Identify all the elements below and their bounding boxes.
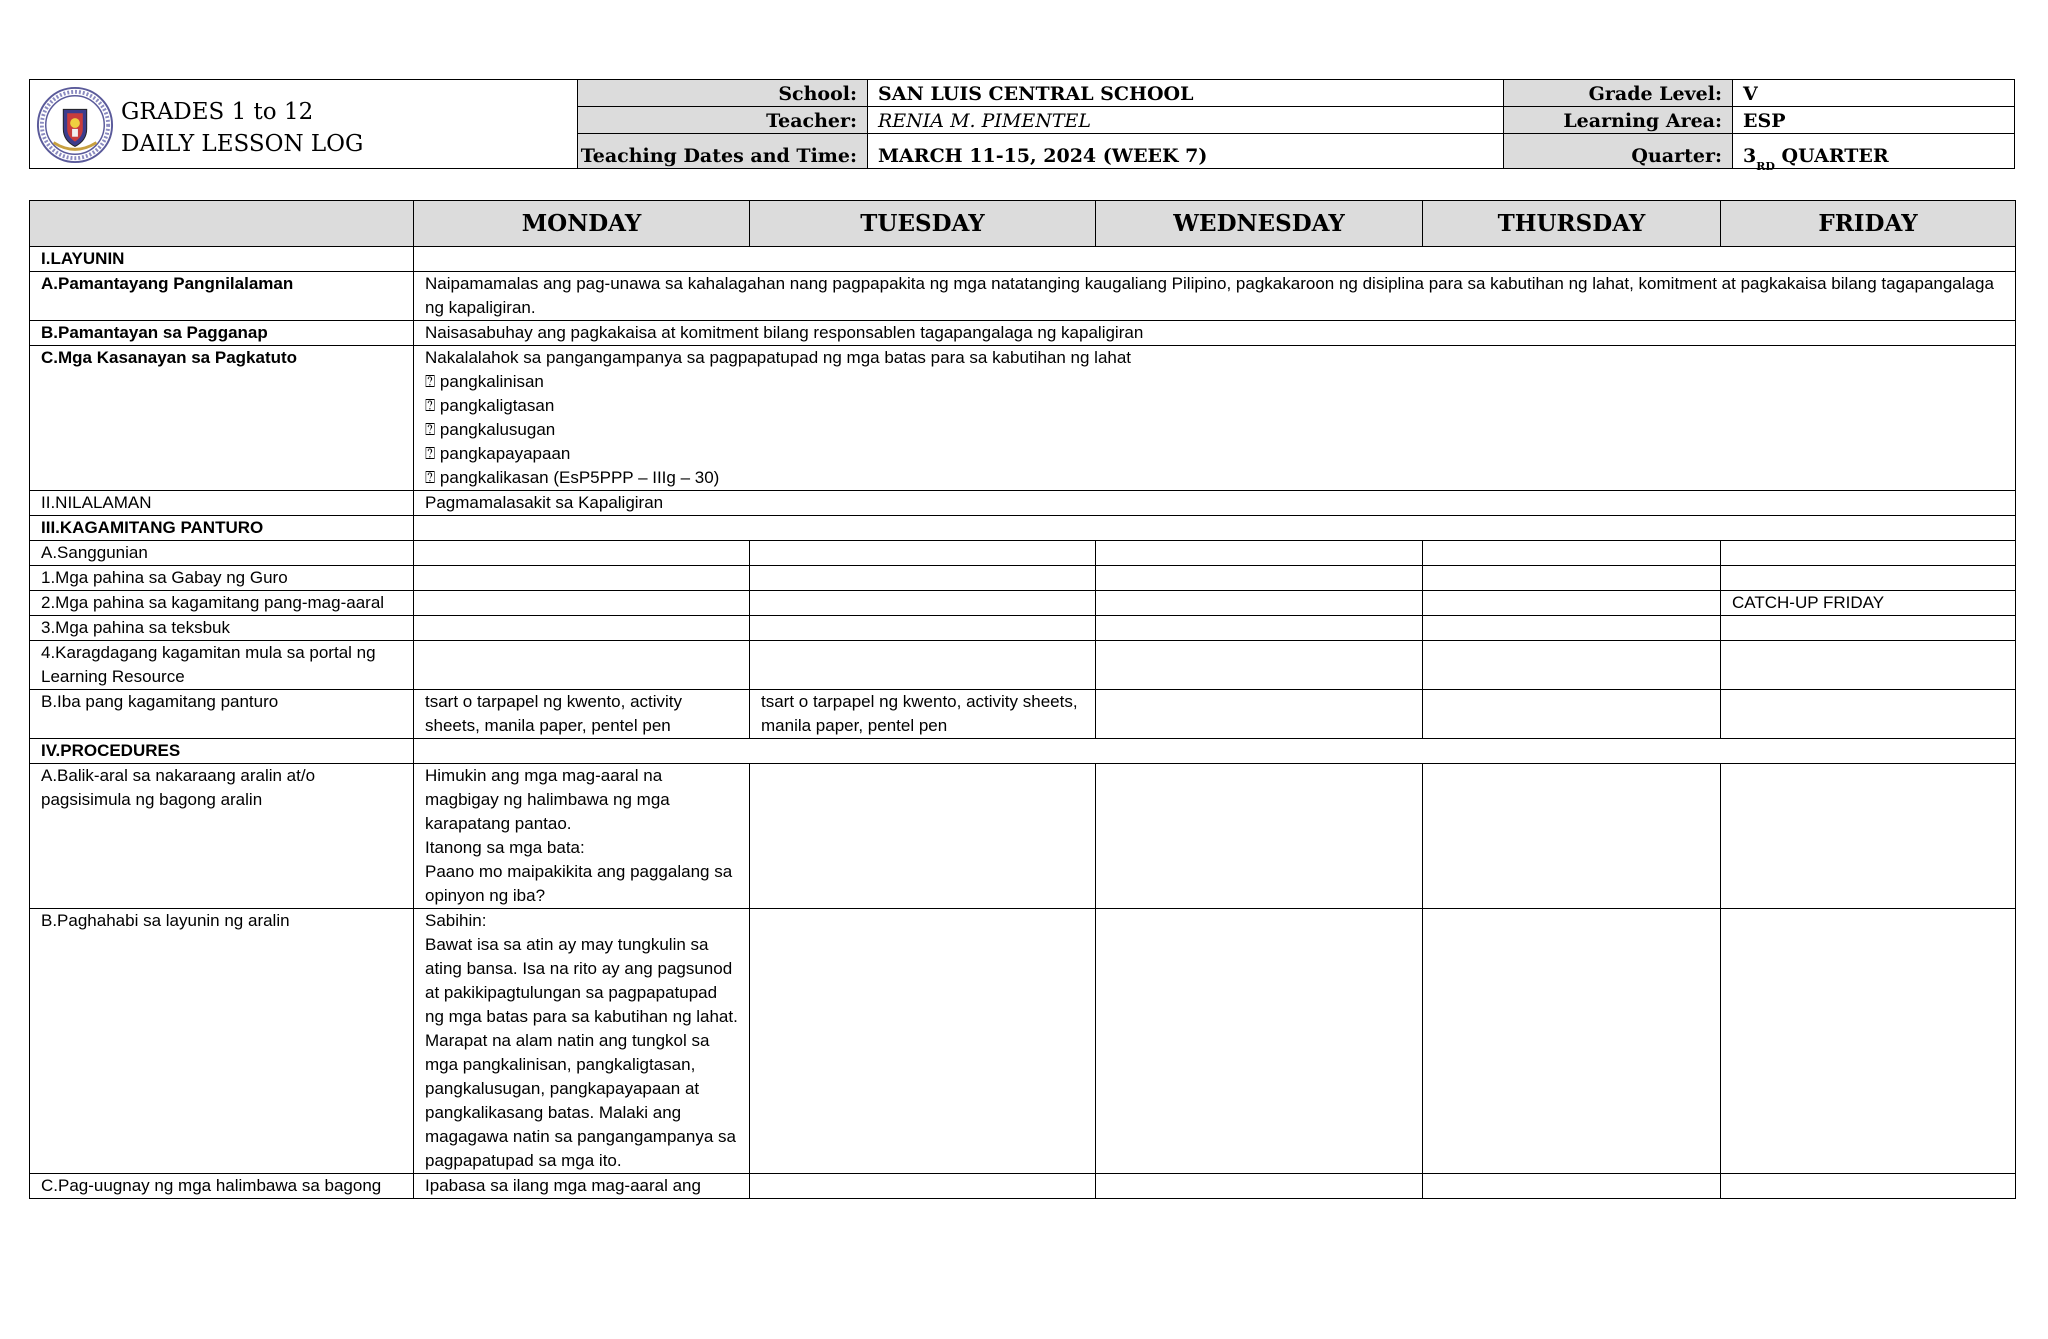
learning-area-label: Learning Area: xyxy=(1504,107,1733,134)
catch-up-friday-note: CATCH-UP FRIDAY xyxy=(1721,591,2016,616)
school-value: SAN LUIS CENTRAL SCHOOL xyxy=(868,80,1504,107)
table-row xyxy=(30,321,2016,346)
iba-pang-kagamitan-tuesday: tsart o tarpapel ng kwento, activity sheets, manila paper, pentel pen xyxy=(750,690,1096,739)
teacher-label: Teacher: xyxy=(578,107,868,134)
table-row xyxy=(30,591,2016,616)
row-label-kasanayan: C.Mga Kasanayan sa Pagkatuto xyxy=(30,346,414,491)
iba-pang-kagamitan-monday: tsart o tarpapel ng kwento, activity sheets, manila paper, pentel pen xyxy=(414,690,750,739)
pamantayan-pagganap-text: Naisasabuhay ang pagkakaisa at komitment bilang responsablen tagapangalaga ng kapaligiran xyxy=(414,321,2016,346)
table-row xyxy=(30,690,2016,739)
table-row xyxy=(30,516,2016,541)
quarter-label: Quarter: xyxy=(1504,134,1733,168)
section-kagamitang-panturo: III.KAGAMITANG PANTURO xyxy=(30,516,414,541)
quarter-number: 3 xyxy=(1743,145,1757,167)
table-row xyxy=(30,764,2016,909)
table-row xyxy=(30,272,2016,321)
pamantayang-pangnilalaman-text: Naipamamalas ang pag-unawa sa kahalagahan nang pagpapakita ng mga natatanging kaugaliang Pilipino, pagkakaroon ng disiplina para sa kabutihan ng lahat, komitment at pagkakaisa bilang tagapangalaga ng kapaligiran. xyxy=(414,272,2016,321)
table-row xyxy=(30,616,2016,641)
row-label-pamantayan-pagganap: B.Pamantayan sa Pagganap xyxy=(30,321,414,346)
day-header-thursday: THURSDAY xyxy=(1423,201,1721,247)
learning-area-value: ESP xyxy=(1733,107,2014,134)
row-label-sanggunian: A.Sanggunian xyxy=(30,541,414,566)
row-label-portal: 4.Karagdagang kagamitan mula sa portal ng Learning Resource xyxy=(30,641,414,690)
day-header-wednesday: WEDNESDAY xyxy=(1096,201,1423,247)
table-row xyxy=(30,1174,2016,1199)
logo-title-line1: GRADES 1 to 12 xyxy=(121,99,314,125)
table-row xyxy=(30,909,2016,1174)
section-layunin: I.LAYUNIN xyxy=(30,247,414,272)
deped-seal-icon xyxy=(36,86,114,164)
table-row xyxy=(30,346,2016,491)
school-label: School: xyxy=(578,80,868,107)
row-label-pag-uugnay: C.Pag-uugnay ng mga halimbawa sa bagong xyxy=(30,1174,414,1199)
row-label-teksbuk: 3.Mga pahina sa teksbuk xyxy=(30,616,414,641)
nilalaman-text: Pagmamalasakit sa Kapaligiran xyxy=(414,491,2016,516)
table-row xyxy=(30,247,2016,272)
row-label-pang-mag-aaral: 2.Mga pahina sa kagamitang pang-mag-aaral xyxy=(30,591,414,616)
grade-level-value: V xyxy=(1733,80,2014,107)
day-header-tuesday: TUESDAY xyxy=(750,201,1096,247)
balik-aral-monday: Himukin ang mga mag-aaral na magbigay ng halimbawa ng mga karapatang pantao. Itanong sa mga bata: Paano mo maipakikita ang paggalang sa opinyon ng iba? xyxy=(414,764,750,909)
row-label-paghahabi: B.Paghahabi sa layunin ng aralin xyxy=(30,909,414,1174)
teaching-dates-value: MARCH 11-15, 2024 (WEEK 7) xyxy=(868,134,1504,168)
table-row xyxy=(30,566,2016,591)
table-row xyxy=(30,491,2016,516)
row-label-gabay-guro: 1.Mga pahina sa Gabay ng Guro xyxy=(30,566,414,591)
day-header-monday: MONDAY xyxy=(414,201,750,247)
day-header-blank xyxy=(30,201,414,247)
day-header-row xyxy=(30,201,2016,247)
row-label-iba-pang-kagamitan: B.Iba pang kagamitang panturo xyxy=(30,690,414,739)
logo-box xyxy=(30,80,578,168)
table-row xyxy=(30,739,2016,764)
lesson-log-table xyxy=(29,200,2016,1199)
day-header-friday: FRIDAY xyxy=(1721,201,2016,247)
quarter-word: QUARTER xyxy=(1774,145,1889,167)
grade-level-label: Grade Level: xyxy=(1504,80,1733,107)
row-label-pamantayang-pangnilalaman: A.Pamantayang Pangnilalaman xyxy=(30,272,414,321)
kasanayan-text: Nakalalahok sa pangangampanya sa pagpapatupad ng mga batas para sa kabutihan ng lahat ⍰ pangkalinisan ⍰ pangkaligtasan ⍰ pangkalusugan ⍰ pangkapayapaan ⍰ pangkalikasan (EsP5PPP – IIIg – 30) xyxy=(414,346,2016,491)
header-info-grid xyxy=(578,80,2014,173)
teacher-value: RENIA M. PIMENTEL xyxy=(868,107,1504,134)
section-procedures: IV.PROCEDURES xyxy=(30,739,414,764)
teaching-dates-label: Teaching Dates and Time: xyxy=(578,134,868,168)
pag-uugnay-monday: Ipabasa sa ilang mga mag-aaral ang xyxy=(414,1174,750,1199)
row-label-nilalaman: II.NILALAMAN xyxy=(30,491,414,516)
lesson-log-header xyxy=(29,79,2015,173)
row-label-balik-aral: A.Balik-aral sa nakaraang aralin at/o pagsisimula ng bagong aralin xyxy=(30,764,414,909)
quarter-value: 3 RD QUARTER xyxy=(1743,145,1889,173)
logo-text xyxy=(121,96,363,160)
logo-title-line2: DAILY LESSON LOG xyxy=(121,131,364,157)
table-row xyxy=(30,641,2016,690)
paghahabi-monday: Sabihin: Bawat isa sa atin ay may tungkulin sa ating bansa. Isa na rito ay ang pagsunod at pakikipagtulungan sa pagpapatupad ng mga batas para sa kabutihan ng lahat. Marapat na alam natin ang tungkol sa mga pangkalinisan, pangkaligtasan, pangkalusugan, pangkapayapaan at pangkalikasang batas. Malaki ang magagawa natin sa pangangampanya sa pagpapatupad sa mga ito. xyxy=(414,909,750,1174)
table-row xyxy=(30,541,2016,566)
